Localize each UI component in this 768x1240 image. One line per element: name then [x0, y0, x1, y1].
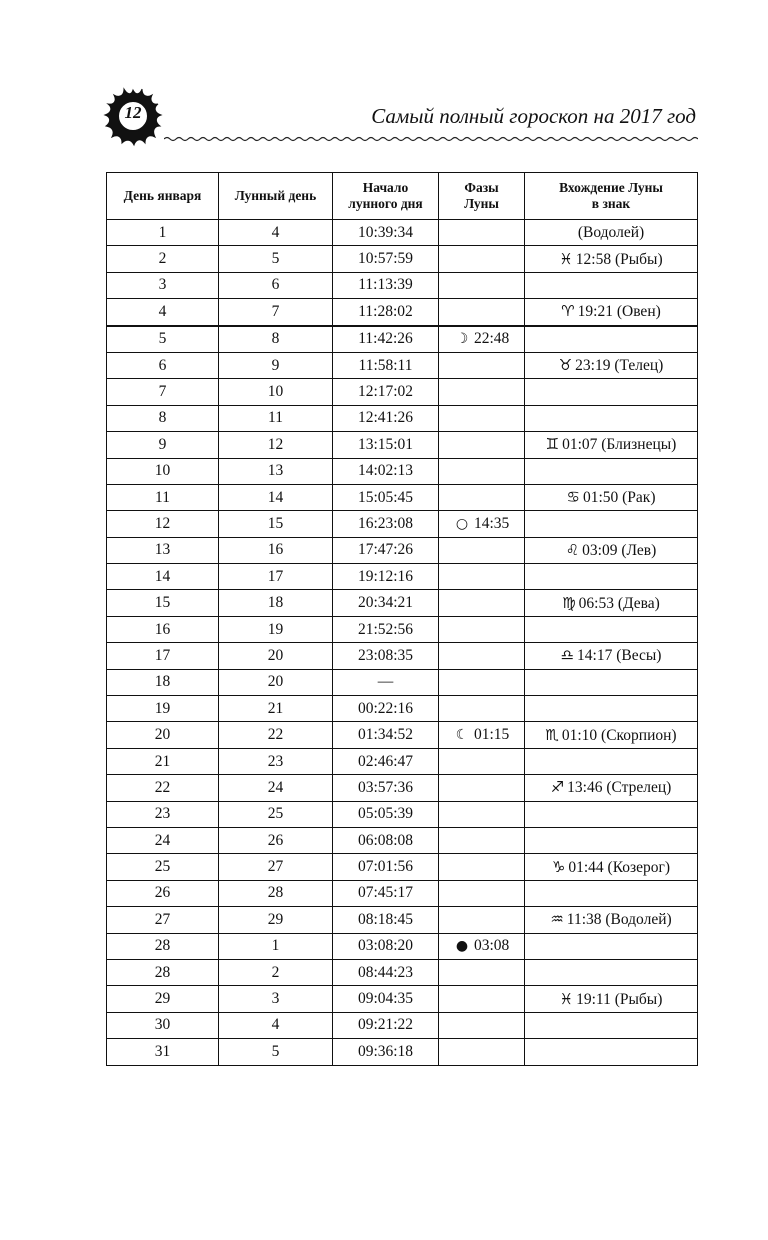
cell-lunar-day: 20	[219, 643, 333, 669]
cell-sign	[525, 1012, 698, 1038]
table-header-row	[107, 173, 698, 220]
cell-day: 21	[107, 748, 219, 774]
cell-phase	[439, 537, 525, 563]
cell-start: 10:57:59	[333, 246, 439, 272]
phase-time: 03:08	[474, 937, 510, 955]
cell-day: 30	[107, 1012, 219, 1038]
cell-day: 28	[107, 959, 219, 985]
cell-day: 12	[107, 511, 219, 537]
sign-entry: 23:19 (Телец)	[575, 357, 664, 375]
cell-lunar-day: 22	[219, 722, 333, 748]
cell-sign	[525, 326, 698, 353]
cell-phase	[439, 458, 525, 484]
lunar-calendar-table	[106, 172, 698, 1066]
cell-start: 03:08:20	[333, 933, 439, 959]
cell-phase	[439, 405, 525, 431]
cell-start: 09:36:18	[333, 1039, 439, 1065]
zodiac-sign-icon: ♌	[565, 540, 580, 559]
moon-phase-icon: ☾	[455, 727, 469, 744]
table-row	[107, 907, 698, 933]
cell-start: 11:42:26	[333, 326, 439, 353]
zodiac-sign-icon: ♈	[561, 302, 575, 321]
moon-phase-icon: ○	[455, 515, 469, 532]
page-number: 12	[124, 103, 142, 122]
sign-entry: 01:50 (Рак)	[582, 489, 656, 507]
cell-lunar-day: 27	[219, 854, 333, 880]
cell-phase	[439, 959, 525, 985]
cell-day: 27	[107, 907, 219, 933]
cell-start: 17:47:26	[333, 537, 439, 563]
sign-entry: 19:11 (Рыбы)	[576, 990, 663, 1008]
page-header	[100, 86, 700, 150]
zodiac-sign-icon: ♓	[559, 989, 574, 1008]
cell-lunar-day: 23	[219, 748, 333, 774]
cell-sign	[525, 432, 698, 458]
table-row	[107, 722, 698, 748]
cell-lunar-day: 12	[219, 432, 333, 458]
table-row	[107, 511, 698, 537]
table-row	[107, 827, 698, 853]
cell-day: 24	[107, 827, 219, 853]
sign-entry: 14:17 (Весы)	[577, 647, 662, 665]
cell-lunar-day: 24	[219, 775, 333, 801]
moon-phase-icon: ●	[455, 938, 469, 955]
cell-phase	[439, 299, 525, 326]
table-row	[107, 1039, 698, 1065]
cell-start: 21:52:56	[333, 616, 439, 642]
cell-start: 06:08:08	[333, 827, 439, 853]
cell-start: 11:13:39	[333, 272, 439, 298]
cell-start: 07:45:17	[333, 880, 439, 906]
cell-start: 00:22:16	[333, 696, 439, 722]
cell-lunar-day: 20	[219, 669, 333, 695]
sign-entry: 03:09 (Лев)	[582, 541, 657, 559]
cell-phase	[439, 511, 525, 537]
cell-sign	[525, 854, 698, 880]
cell-sign	[525, 748, 698, 774]
cell-phase	[439, 326, 525, 353]
cell-phase	[439, 669, 525, 695]
table-row	[107, 590, 698, 616]
cell-lunar-day: 9	[219, 352, 333, 378]
cell-phase	[439, 933, 525, 959]
cell-day: 6	[107, 352, 219, 378]
zodiac-sign-icon: ♎	[560, 646, 575, 665]
cell-sign	[525, 299, 698, 326]
cell-phase	[439, 907, 525, 933]
table-row	[107, 246, 698, 272]
cell-day: 29	[107, 986, 219, 1012]
table-row	[107, 299, 698, 326]
book-title: Самый полный гороскоп на 2017 год	[371, 104, 696, 128]
sign-entry: 13:46 (Стрелец)	[567, 779, 672, 797]
cell-lunar-day: 26	[219, 827, 333, 853]
cell-sign	[525, 722, 698, 748]
cell-phase	[439, 775, 525, 801]
zodiac-sign-icon: ♊	[545, 435, 560, 454]
cell-sign	[525, 775, 698, 801]
cell-lunar-day: 2	[219, 959, 333, 985]
cell-day: 20	[107, 722, 219, 748]
cell-phase	[439, 722, 525, 748]
table-row	[107, 616, 698, 642]
sun-emblem-icon	[100, 86, 166, 148]
cell-sign	[525, 246, 698, 272]
cell-day: 8	[107, 405, 219, 431]
cell-phase	[439, 880, 525, 906]
cell-start: 09:04:35	[333, 986, 439, 1012]
cell-sign	[525, 959, 698, 985]
cell-day: 5	[107, 326, 219, 353]
cell-phase	[439, 352, 525, 378]
cell-lunar-day: 28	[219, 880, 333, 906]
cell-start: 19:12:16	[333, 564, 439, 590]
cell-start: 11:28:02	[333, 299, 439, 326]
cell-day: 4	[107, 299, 219, 326]
cell-lunar-day: 25	[219, 801, 333, 827]
table-row	[107, 959, 698, 985]
cell-day: 3	[107, 272, 219, 298]
table-row	[107, 748, 698, 774]
cell-start: 20:34:21	[333, 590, 439, 616]
table-row	[107, 458, 698, 484]
cell-phase	[439, 246, 525, 272]
cell-start: 08:18:45	[333, 907, 439, 933]
cell-lunar-day: 10	[219, 379, 333, 405]
cell-lunar-day: 19	[219, 616, 333, 642]
cell-day: 31	[107, 1039, 219, 1065]
table-row	[107, 696, 698, 722]
cell-lunar-day: 14	[219, 484, 333, 510]
cell-start: 08:44:23	[333, 959, 439, 985]
phase-time: 14:35	[474, 514, 510, 532]
cell-sign	[525, 616, 698, 642]
sign-entry: 11:38 (Водолей)	[566, 911, 672, 929]
cell-lunar-day: 5	[219, 246, 333, 272]
cell-start: 10:39:34	[333, 220, 439, 246]
table-row	[107, 775, 698, 801]
cell-lunar-day: 29	[219, 907, 333, 933]
cell-phase	[439, 432, 525, 458]
cell-start: 09:21:22	[333, 1012, 439, 1038]
cell-phase	[439, 220, 525, 246]
table-row	[107, 352, 698, 378]
phase-time: 01:15	[474, 726, 510, 744]
sign-entry: 01:44 (Козерог)	[568, 858, 671, 876]
sign-entry: 06:53 (Дева)	[578, 594, 660, 612]
cell-lunar-day: 3	[219, 986, 333, 1012]
zodiac-sign-icon: ♑	[551, 857, 566, 876]
table-row	[107, 564, 698, 590]
cell-day: 18	[107, 669, 219, 695]
cell-lunar-day: 17	[219, 564, 333, 590]
cell-lunar-day: 4	[219, 1012, 333, 1038]
cell-sign	[525, 590, 698, 616]
cell-phase	[439, 854, 525, 880]
zodiac-sign-icon: ♏	[545, 725, 559, 744]
cell-phase	[439, 1012, 525, 1038]
cell-day: 7	[107, 379, 219, 405]
cell-phase	[439, 616, 525, 642]
cell-day: 1	[107, 220, 219, 246]
cell-lunar-day: 13	[219, 458, 333, 484]
table-row	[107, 326, 698, 353]
zodiac-sign-icon: ♋	[566, 488, 580, 507]
table-row	[107, 854, 698, 880]
cell-lunar-day: 6	[219, 272, 333, 298]
cell-start: 23:08:35	[333, 643, 439, 669]
table-row	[107, 272, 698, 298]
cell-sign	[525, 1039, 698, 1065]
cell-start: 12:41:26	[333, 405, 439, 431]
zodiac-sign-icon: ♍	[562, 593, 576, 612]
cell-sign	[525, 272, 698, 298]
cell-phase	[439, 801, 525, 827]
cell-sign	[525, 907, 698, 933]
table-row	[107, 1012, 698, 1038]
table-row	[107, 379, 698, 405]
zodiac-sign-icon: ♒	[550, 910, 564, 929]
cell-day: 11	[107, 484, 219, 510]
table-row	[107, 643, 698, 669]
cell-day: 26	[107, 880, 219, 906]
cell-phase	[439, 1039, 525, 1065]
cell-start: 01:34:52	[333, 722, 439, 748]
table-row	[107, 986, 698, 1012]
table-row	[107, 537, 698, 563]
col-header-phase: Фазы Луны	[439, 173, 525, 220]
col-header-day: День января	[107, 173, 219, 220]
cell-sign	[525, 352, 698, 378]
cell-sign	[525, 986, 698, 1012]
cell-lunar-day: 7	[219, 299, 333, 326]
sign-entry: 01:10 (Скорпион)	[561, 726, 677, 744]
cell-phase	[439, 986, 525, 1012]
table-row	[107, 933, 698, 959]
cell-start: 11:58:11	[333, 352, 439, 378]
cell-lunar-day: 1	[219, 933, 333, 959]
cell-sign	[525, 643, 698, 669]
cell-phase	[439, 748, 525, 774]
cell-sign	[525, 220, 698, 246]
sign-entry: 19:21 (Овен)	[577, 303, 661, 321]
cell-start: 02:46:47	[333, 748, 439, 774]
col-header-sign: Вхождение Луны в знак	[525, 173, 698, 220]
table-row	[107, 405, 698, 431]
cell-phase	[439, 696, 525, 722]
cell-sign	[525, 696, 698, 722]
cell-start: 14:02:13	[333, 458, 439, 484]
sign-entry: (Водолей)	[577, 223, 645, 241]
sign-entry: 12:58 (Рыбы)	[575, 250, 663, 268]
sign-entry: 01:07 (Близнецы)	[562, 436, 677, 454]
cell-day: 2	[107, 246, 219, 272]
cell-day: 16	[107, 616, 219, 642]
cell-day: 17	[107, 643, 219, 669]
cell-lunar-day: 21	[219, 696, 333, 722]
col-header-start: Начало лунного дня	[333, 173, 439, 220]
cell-start: 05:05:39	[333, 801, 439, 827]
table-row	[107, 801, 698, 827]
cell-start: 03:57:36	[333, 775, 439, 801]
cell-start: 07:01:56	[333, 854, 439, 880]
table-row	[107, 484, 698, 510]
table-row	[107, 880, 698, 906]
cell-lunar-day: 11	[219, 405, 333, 431]
col-header-lunar-day: Лунный день	[219, 173, 333, 220]
cell-start: —	[333, 669, 439, 695]
cell-sign	[525, 405, 698, 431]
cell-day: 10	[107, 458, 219, 484]
cell-sign	[525, 537, 698, 563]
zodiac-sign-icon: ♓	[559, 249, 573, 268]
cell-day: 13	[107, 537, 219, 563]
cell-day: 25	[107, 854, 219, 880]
cell-lunar-day: 16	[219, 537, 333, 563]
cell-start: 13:15:01	[333, 432, 439, 458]
table-row	[107, 220, 698, 246]
cell-day: 23	[107, 801, 219, 827]
cell-lunar-day: 18	[219, 590, 333, 616]
cell-lunar-day: 8	[219, 326, 333, 353]
table-row	[107, 432, 698, 458]
cell-day: 9	[107, 432, 219, 458]
cell-phase	[439, 827, 525, 853]
cell-phase	[439, 272, 525, 298]
cell-lunar-day: 15	[219, 511, 333, 537]
cell-day: 19	[107, 696, 219, 722]
cell-sign	[525, 379, 698, 405]
cell-day: 15	[107, 590, 219, 616]
zodiac-sign-icon: ♉	[558, 356, 573, 375]
cell-start: 12:17:02	[333, 379, 439, 405]
cell-day: 14	[107, 564, 219, 590]
cell-lunar-day: 5	[219, 1039, 333, 1065]
phase-time: 22:48	[474, 330, 510, 348]
zodiac-sign-icon: ♐	[550, 778, 565, 797]
cell-phase	[439, 590, 525, 616]
cell-sign	[525, 880, 698, 906]
moon-phase-icon: ☽	[455, 331, 469, 348]
cell-phase	[439, 564, 525, 590]
table-row	[107, 669, 698, 695]
cell-sign	[525, 827, 698, 853]
cell-start: 16:23:08	[333, 511, 439, 537]
wavy-divider	[164, 135, 698, 143]
cell-lunar-day: 4	[219, 220, 333, 246]
cell-sign	[525, 801, 698, 827]
cell-phase	[439, 379, 525, 405]
cell-phase	[439, 643, 525, 669]
cell-sign	[525, 669, 698, 695]
cell-sign	[525, 564, 698, 590]
cell-start: 15:05:45	[333, 484, 439, 510]
cell-sign	[525, 484, 698, 510]
cell-phase	[439, 484, 525, 510]
cell-sign	[525, 458, 698, 484]
cell-sign	[525, 511, 698, 537]
cell-sign	[525, 933, 698, 959]
cell-day: 22	[107, 775, 219, 801]
cell-day: 28	[107, 933, 219, 959]
